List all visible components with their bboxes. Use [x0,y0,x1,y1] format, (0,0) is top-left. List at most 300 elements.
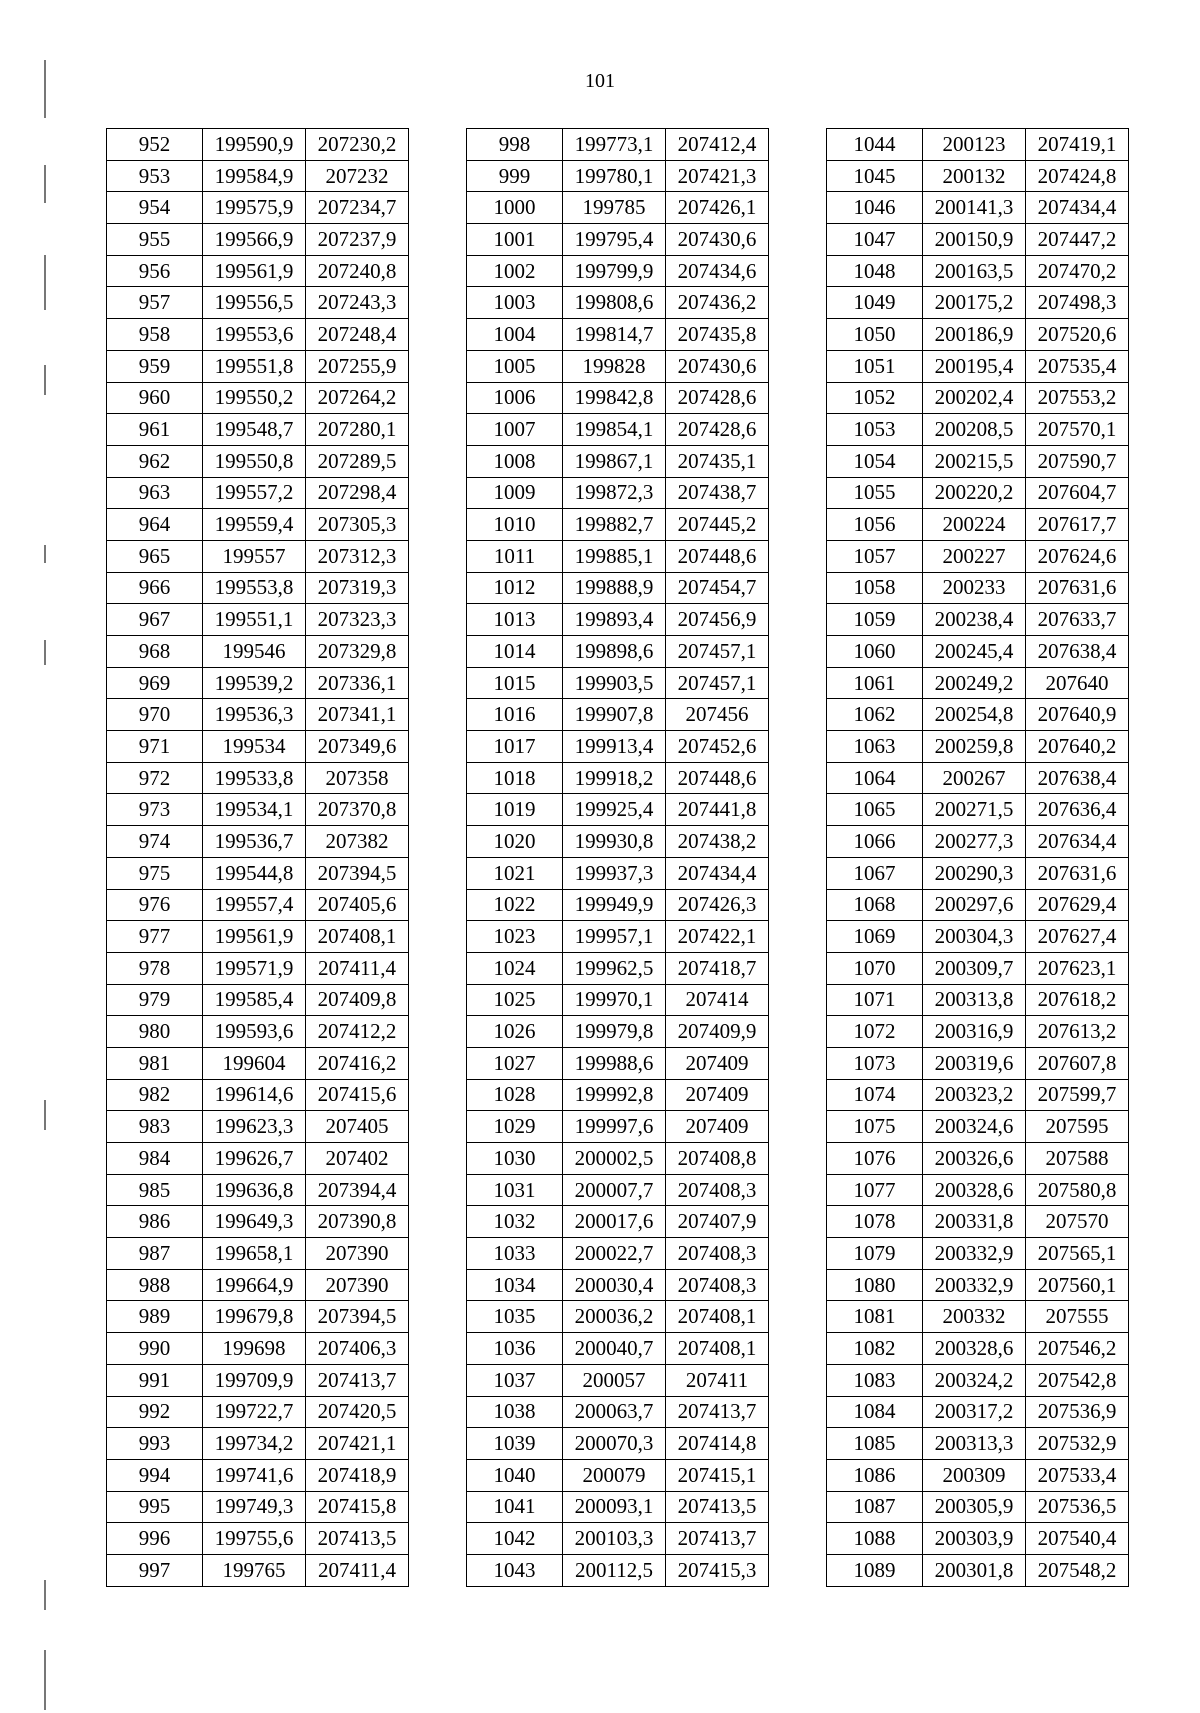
table-row [467,1523,769,1555]
point-number-cell: 1018 [467,762,563,794]
y-coordinate-cell: 207438,2 [666,826,769,858]
table-row [827,129,1129,161]
y-coordinate-cell: 207421,1 [306,1428,409,1460]
table-row [467,1143,769,1175]
x-coordinate-cell: 200141,3 [923,192,1026,224]
point-number-cell: 1023 [467,921,563,953]
table-row [827,255,1129,287]
y-coordinate-cell: 207323,3 [306,604,409,636]
x-coordinate-cell: 199918,2 [563,762,666,794]
y-coordinate-cell: 207434,4 [666,857,769,889]
point-number-cell: 1031 [467,1174,563,1206]
coordinates-table-1 [106,128,409,1587]
table-row [827,636,1129,668]
y-coordinate-cell: 207438,7 [666,477,769,509]
x-coordinate-cell: 199907,8 [563,699,666,731]
table-row [107,604,409,636]
y-coordinate-cell: 207237,9 [306,224,409,256]
table-row [467,1364,769,1396]
point-number-cell: 1060 [827,636,923,668]
point-number-cell: 952 [107,129,203,161]
point-number-cell: 1013 [467,604,563,636]
point-number-cell: 1005 [467,350,563,382]
point-number-cell: 966 [107,572,203,604]
point-number-cell: 1011 [467,540,563,572]
point-number-cell: 975 [107,857,203,889]
point-number-cell: 1062 [827,699,923,731]
point-number-cell: 1029 [467,1111,563,1143]
table-row [827,857,1129,889]
y-coordinate-cell: 207329,8 [306,636,409,668]
table-row [467,1238,769,1270]
point-number-cell: 982 [107,1079,203,1111]
table-row [107,160,409,192]
table-row [467,1396,769,1428]
table-row [827,509,1129,541]
table-row [827,826,1129,858]
point-number-cell: 993 [107,1428,203,1460]
y-coordinate-cell: 207533,4 [1026,1459,1129,1491]
x-coordinate-cell: 199658,1 [203,1238,306,1270]
x-coordinate-cell: 200304,3 [923,921,1026,953]
x-coordinate-cell: 199556,5 [203,287,306,319]
point-number-cell: 1061 [827,667,923,699]
table-row [827,1143,1129,1175]
x-coordinate-cell: 199553,8 [203,572,306,604]
x-coordinate-cell: 200332 [923,1301,1026,1333]
point-number-cell: 1078 [827,1206,923,1238]
y-coordinate-cell: 207638,4 [1026,636,1129,668]
table-row [107,1143,409,1175]
x-coordinate-cell: 199664,9 [203,1269,306,1301]
table-row [827,794,1129,826]
x-coordinate-cell: 199585,4 [203,984,306,1016]
table-row [107,1111,409,1143]
y-coordinate-cell: 207448,6 [666,540,769,572]
table-row [107,699,409,731]
x-coordinate-cell: 199913,4 [563,731,666,763]
y-coordinate-cell: 207418,9 [306,1459,409,1491]
table-row [827,984,1129,1016]
x-coordinate-cell: 199626,7 [203,1143,306,1175]
table-row [827,350,1129,382]
point-number-cell: 1042 [467,1523,563,1555]
point-number-cell: 992 [107,1396,203,1428]
point-number-cell: 1055 [827,477,923,509]
x-coordinate-cell: 199765 [203,1554,306,1586]
y-coordinate-cell: 207420,5 [306,1396,409,1428]
table-row [827,699,1129,731]
point-number-cell: 1087 [827,1491,923,1523]
table-row [107,509,409,541]
y-coordinate-cell: 207402 [306,1143,409,1175]
y-coordinate-cell: 207390,8 [306,1206,409,1238]
point-number-cell: 1044 [827,129,923,161]
margin-scan-mark [44,365,46,395]
point-number-cell: 985 [107,1174,203,1206]
point-number-cell: 995 [107,1491,203,1523]
table-row [827,1079,1129,1111]
y-coordinate-cell: 207470,2 [1026,255,1129,287]
table-row [467,1079,769,1111]
y-coordinate-cell: 207624,6 [1026,540,1129,572]
x-coordinate-cell: 199557 [203,540,306,572]
point-number-cell: 1080 [827,1269,923,1301]
point-number-cell: 997 [107,1554,203,1586]
y-coordinate-cell: 207418,7 [666,952,769,984]
y-coordinate-cell: 207618,2 [1026,984,1129,1016]
table-row [827,224,1129,256]
x-coordinate-cell: 200063,7 [563,1396,666,1428]
y-coordinate-cell: 207447,2 [1026,224,1129,256]
table-row [827,1491,1129,1523]
table-row [107,1523,409,1555]
y-coordinate-cell: 207255,9 [306,350,409,382]
table-row [107,129,409,161]
y-coordinate-cell: 207435,1 [666,445,769,477]
table-row [107,414,409,446]
table-row [467,857,769,889]
x-coordinate-cell: 200220,2 [923,477,1026,509]
point-number-cell: 1084 [827,1396,923,1428]
y-coordinate-cell: 207358 [306,762,409,794]
y-coordinate-cell: 207536,9 [1026,1396,1129,1428]
x-coordinate-cell: 200030,4 [563,1269,666,1301]
y-coordinate-cell: 207232 [306,160,409,192]
margin-scan-mark [44,1650,46,1710]
x-coordinate-cell: 200326,6 [923,1143,1026,1175]
y-coordinate-cell: 207422,1 [666,921,769,953]
x-coordinate-cell: 199885,1 [563,540,666,572]
x-coordinate-cell: 199561,9 [203,255,306,287]
x-coordinate-cell: 200319,6 [923,1047,1026,1079]
y-coordinate-cell: 207434,4 [1026,192,1129,224]
x-coordinate-cell: 200238,4 [923,604,1026,636]
x-coordinate-cell: 199584,9 [203,160,306,192]
y-coordinate-cell: 207408,8 [666,1143,769,1175]
table-row [107,1174,409,1206]
point-number-cell: 987 [107,1238,203,1270]
y-coordinate-cell: 207617,7 [1026,509,1129,541]
table-row [467,1301,769,1333]
y-coordinate-cell: 207436,2 [666,287,769,319]
table-row [467,1554,769,1586]
point-number-cell: 963 [107,477,203,509]
y-coordinate-cell: 207590,7 [1026,445,1129,477]
point-number-cell: 961 [107,414,203,446]
x-coordinate-cell: 199557,4 [203,889,306,921]
point-number-cell: 973 [107,794,203,826]
point-number-cell: 1054 [827,445,923,477]
table-row [107,857,409,889]
y-coordinate-cell: 207319,3 [306,572,409,604]
table-row [467,1428,769,1460]
table-row [107,762,409,794]
x-coordinate-cell: 200328,6 [923,1174,1026,1206]
x-coordinate-cell: 200277,3 [923,826,1026,858]
y-coordinate-cell: 207607,8 [1026,1047,1129,1079]
table-row [467,350,769,382]
x-coordinate-cell: 199970,1 [563,984,666,1016]
y-coordinate-cell: 207498,3 [1026,287,1129,319]
x-coordinate-cell: 199785 [563,192,666,224]
table-row [107,192,409,224]
table-row [827,1333,1129,1365]
y-coordinate-cell: 207613,2 [1026,1016,1129,1048]
x-coordinate-cell: 200007,7 [563,1174,666,1206]
point-number-cell: 1051 [827,350,923,382]
table-row [107,350,409,382]
y-coordinate-cell: 207390 [306,1238,409,1270]
x-coordinate-cell: 200254,8 [923,699,1026,731]
table-row [827,1301,1129,1333]
point-number-cell: 991 [107,1364,203,1396]
table-row [107,1428,409,1460]
y-coordinate-cell: 207634,4 [1026,826,1129,858]
y-coordinate-cell: 207312,3 [306,540,409,572]
coordinates-table-2 [466,128,769,1587]
point-number-cell: 976 [107,889,203,921]
point-number-cell: 981 [107,1047,203,1079]
y-coordinate-cell: 207548,2 [1026,1554,1129,1586]
table-row [107,1333,409,1365]
y-coordinate-cell: 207394,4 [306,1174,409,1206]
table-row [107,572,409,604]
x-coordinate-cell: 199546 [203,636,306,668]
table-row [107,826,409,858]
x-coordinate-cell: 200313,8 [923,984,1026,1016]
point-number-cell: 1009 [467,477,563,509]
table-row [827,1459,1129,1491]
point-number-cell: 971 [107,731,203,763]
point-number-cell: 1025 [467,984,563,1016]
table-row [107,1364,409,1396]
table-row [467,794,769,826]
x-coordinate-cell: 200017,6 [563,1206,666,1238]
y-coordinate-cell: 207520,6 [1026,319,1129,351]
table-row [107,1459,409,1491]
table-row [467,984,769,1016]
point-number-cell: 1052 [827,382,923,414]
y-coordinate-cell: 207394,5 [306,857,409,889]
x-coordinate-cell: 200290,3 [923,857,1026,889]
table-row [467,731,769,763]
y-coordinate-cell: 207415,8 [306,1491,409,1523]
y-coordinate-cell: 207633,7 [1026,604,1129,636]
point-number-cell: 1016 [467,699,563,731]
point-number-cell: 1083 [827,1364,923,1396]
table-row [467,1047,769,1079]
x-coordinate-cell: 199773,1 [563,129,666,161]
table-row [827,1111,1129,1143]
margin-scan-mark [44,1580,46,1610]
y-coordinate-cell: 207456 [666,699,769,731]
x-coordinate-cell: 199551,8 [203,350,306,382]
point-number-cell: 1003 [467,287,563,319]
x-coordinate-cell: 200309 [923,1459,1026,1491]
x-coordinate-cell: 200245,4 [923,636,1026,668]
table-row [827,1238,1129,1270]
point-number-cell: 956 [107,255,203,287]
point-number-cell: 1071 [827,984,923,1016]
table-row [467,889,769,921]
y-coordinate-cell: 207580,8 [1026,1174,1129,1206]
point-number-cell: 1045 [827,160,923,192]
table-row [827,889,1129,921]
y-coordinate-cell: 207588 [1026,1143,1129,1175]
x-coordinate-cell: 199551,1 [203,604,306,636]
x-coordinate-cell: 199553,6 [203,319,306,351]
x-coordinate-cell: 199925,4 [563,794,666,826]
x-coordinate-cell: 199949,9 [563,889,666,921]
table-body [827,129,1129,1587]
table-row [827,667,1129,699]
y-coordinate-cell: 207570 [1026,1206,1129,1238]
y-coordinate-cell: 207234,7 [306,192,409,224]
point-number-cell: 984 [107,1143,203,1175]
y-coordinate-cell: 207230,2 [306,129,409,161]
y-coordinate-cell: 207595 [1026,1111,1129,1143]
x-coordinate-cell: 199808,6 [563,287,666,319]
x-coordinate-cell: 199842,8 [563,382,666,414]
x-coordinate-cell: 199749,3 [203,1491,306,1523]
x-coordinate-cell: 199992,8 [563,1079,666,1111]
y-coordinate-cell: 207457,1 [666,667,769,699]
point-number-cell: 970 [107,699,203,731]
x-coordinate-cell: 200316,9 [923,1016,1026,1048]
table-row [827,414,1129,446]
point-number-cell: 1088 [827,1523,923,1555]
x-coordinate-cell: 199997,6 [563,1111,666,1143]
table-row [467,477,769,509]
table-row [107,1554,409,1586]
y-coordinate-cell: 207414 [666,984,769,1016]
margin-scan-mark [44,1100,46,1130]
point-number-cell: 1035 [467,1301,563,1333]
x-coordinate-cell: 200195,4 [923,350,1026,382]
x-coordinate-cell: 200040,7 [563,1333,666,1365]
y-coordinate-cell: 207409 [666,1047,769,1079]
y-coordinate-cell: 207349,6 [306,731,409,763]
y-coordinate-cell: 207640 [1026,667,1129,699]
point-number-cell: 999 [467,160,563,192]
x-coordinate-cell: 200233 [923,572,1026,604]
y-coordinate-cell: 207419,1 [1026,129,1129,161]
table-row [827,1016,1129,1048]
table-row [107,319,409,351]
x-coordinate-cell: 200324,6 [923,1111,1026,1143]
x-coordinate-cell: 199755,6 [203,1523,306,1555]
x-coordinate-cell: 199566,9 [203,224,306,256]
y-coordinate-cell: 207411,4 [306,952,409,984]
table-row [467,1174,769,1206]
x-coordinate-cell: 199882,7 [563,509,666,541]
x-coordinate-cell: 200227 [923,540,1026,572]
table-row [107,731,409,763]
margin-scan-mark [44,60,46,118]
table-row [107,984,409,1016]
point-number-cell: 1012 [467,572,563,604]
x-coordinate-cell: 199534 [203,731,306,763]
x-coordinate-cell: 199575,9 [203,192,306,224]
x-coordinate-cell: 199903,5 [563,667,666,699]
x-coordinate-cell: 200328,6 [923,1333,1026,1365]
x-coordinate-cell: 199550,2 [203,382,306,414]
y-coordinate-cell: 207264,2 [306,382,409,414]
point-number-cell: 1085 [827,1428,923,1460]
table-row [467,540,769,572]
x-coordinate-cell: 200163,5 [923,255,1026,287]
table-row [827,731,1129,763]
y-coordinate-cell: 207546,2 [1026,1333,1129,1365]
x-coordinate-cell: 199593,6 [203,1016,306,1048]
point-number-cell: 1072 [827,1016,923,1048]
point-number-cell: 1082 [827,1333,923,1365]
point-number-cell: 980 [107,1016,203,1048]
table-body [107,129,409,1587]
point-number-cell: 1020 [467,826,563,858]
point-number-cell: 962 [107,445,203,477]
table-row [467,636,769,668]
table-row [827,1396,1129,1428]
y-coordinate-cell: 207430,6 [666,350,769,382]
x-coordinate-cell: 199559,4 [203,509,306,541]
y-coordinate-cell: 207409 [666,1111,769,1143]
x-coordinate-cell: 199828 [563,350,666,382]
point-number-cell: 1030 [467,1143,563,1175]
table-row [467,160,769,192]
table-row [107,1301,409,1333]
table-row [827,1206,1129,1238]
x-coordinate-cell: 200224 [923,509,1026,541]
point-number-cell: 986 [107,1206,203,1238]
table-row [827,952,1129,984]
margin-scan-mark [44,165,46,203]
y-coordinate-cell: 207415,3 [666,1554,769,1586]
table-row [827,762,1129,794]
y-coordinate-cell: 207445,2 [666,509,769,541]
y-coordinate-cell: 207457,1 [666,636,769,668]
x-coordinate-cell: 199957,1 [563,921,666,953]
x-coordinate-cell: 200175,2 [923,287,1026,319]
table-row [467,319,769,351]
x-coordinate-cell: 199590,9 [203,129,306,161]
table-row [467,509,769,541]
table-body [467,129,769,1587]
y-coordinate-cell: 207336,1 [306,667,409,699]
point-number-cell: 1000 [467,192,563,224]
y-coordinate-cell: 207434,6 [666,255,769,287]
point-number-cell: 965 [107,540,203,572]
point-number-cell: 1046 [827,192,923,224]
x-coordinate-cell: 200093,1 [563,1491,666,1523]
x-coordinate-cell: 200301,8 [923,1554,1026,1586]
table-row [467,699,769,731]
y-coordinate-cell: 207408,1 [666,1301,769,1333]
point-number-cell: 1058 [827,572,923,604]
point-number-cell: 1038 [467,1396,563,1428]
x-coordinate-cell: 199534,1 [203,794,306,826]
y-coordinate-cell: 207452,6 [666,731,769,763]
table-row [827,1269,1129,1301]
table-row [827,319,1129,351]
point-number-cell: 1056 [827,509,923,541]
y-coordinate-cell: 207412,4 [666,129,769,161]
point-number-cell: 1075 [827,1111,923,1143]
point-number-cell: 1069 [827,921,923,953]
y-coordinate-cell: 207408,1 [306,921,409,953]
point-number-cell: 1015 [467,667,563,699]
